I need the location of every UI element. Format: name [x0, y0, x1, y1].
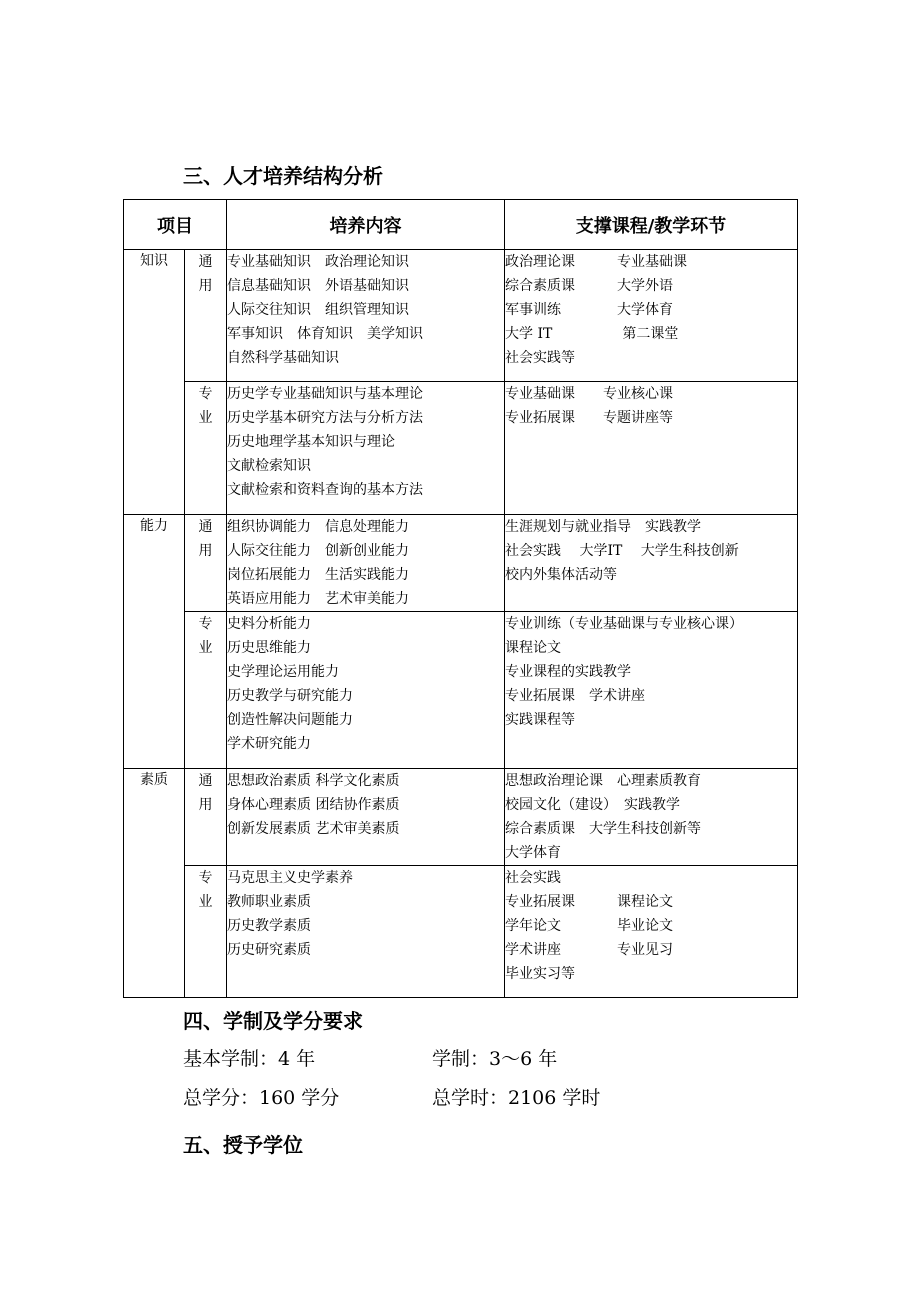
category-ability: 能力 [124, 515, 185, 769]
content-cell: 历史学专业基础知识与基本理论 历史学基本研究方法与分析方法 历史地理学基本知识与理论 文献检索知识 文献检索和资料查询的基本方法 [227, 382, 505, 515]
subcategory-major: 专 业 [185, 612, 227, 769]
table-row [124, 612, 798, 769]
courses-cell: 社会实践 专业拓展课 课程论文 学年论文 毕业论文 学术讲座 专业见习 毕业实习等 [505, 866, 798, 998]
table-row [124, 515, 798, 612]
header-content: 培养内容 [227, 200, 505, 250]
content-cell: 组织协调能力 信息处理能力 人际交往能力 创新创业能力 岗位拓展能力 生活实践能力 英语应用能力 艺术审美能力 [227, 515, 505, 612]
courses-cell: 专业基础课 专业核心课 专业拓展课 专题讲座等 [505, 382, 798, 515]
subcategory-general: 通 用 [185, 515, 227, 612]
table-row [124, 250, 798, 382]
courses-cell: 政治理论课 专业基础课 综合素质课 大学外语 军事训练 大学体育 大学 IT 第二课堂 社会实践等 [505, 250, 798, 382]
content-cell: 思想政治素质 科学文化素质 身体心理素质 团结协作素质 创新发展素质 艺术审美素质 [227, 769, 505, 866]
subcategory-major: 专 业 [185, 866, 227, 998]
subcategory-general: 通 用 [185, 250, 227, 382]
basic-schooling: 基本学制：4 年 [183, 1048, 316, 1070]
total-hours: 总学时：2106 学时 [432, 1087, 601, 1109]
subcategory-general: 通 用 [185, 769, 227, 866]
table-row [124, 382, 798, 515]
courses-cell: 生涯规划与就业指导 实践教学 社会实践 大学IT 大学生科技创新 校内外集体活动等 [505, 515, 798, 612]
schooling-range: 学制：3～6 年 [432, 1048, 558, 1070]
table-row [124, 866, 798, 998]
category-knowledge: 知识 [124, 250, 185, 515]
header-courses: 支撑课程/教学环节 [505, 200, 798, 250]
table-header-row [124, 200, 798, 250]
total-credits: 总学分：160 学分 [183, 1087, 340, 1109]
section-3-title: 三、人才培养结构分析 [183, 164, 383, 188]
subcategory-major: 专 业 [185, 382, 227, 515]
courses-cell: 专业训练（专业基础课与专业核心课） 课程论文 专业课程的实践教学 专业拓展课 学术讲座 实践课程等 [505, 612, 798, 769]
content-cell: 专业基础知识 政治理论知识 信息基础知识 外语基础知识 人际交往知识 组织管理知识 军事知识 体育知识 美学知识 自然科学基础知识 [227, 250, 505, 382]
training-structure-table [123, 199, 798, 998]
section-4-title: 四、学制及学分要求 [183, 1009, 363, 1033]
table-row [124, 769, 798, 866]
content-cell: 史料分析能力 历史思维能力 史学理论运用能力 历史教学与研究能力 创造性解决问题能力 学术研究能力 [227, 612, 505, 769]
header-item: 项目 [124, 200, 227, 250]
courses-cell: 思想政治理论课 心理素质教育 校园文化（建设） 实践教学 综合素质课 大学生科技创新等 大学体育 [505, 769, 798, 866]
section-5-title: 五、授予学位 [183, 1133, 303, 1157]
category-quality: 素质 [124, 769, 185, 998]
content-cell: 马克思主义史学素养 教师职业素质 历史教学素质 历史研究素质 [227, 866, 505, 998]
